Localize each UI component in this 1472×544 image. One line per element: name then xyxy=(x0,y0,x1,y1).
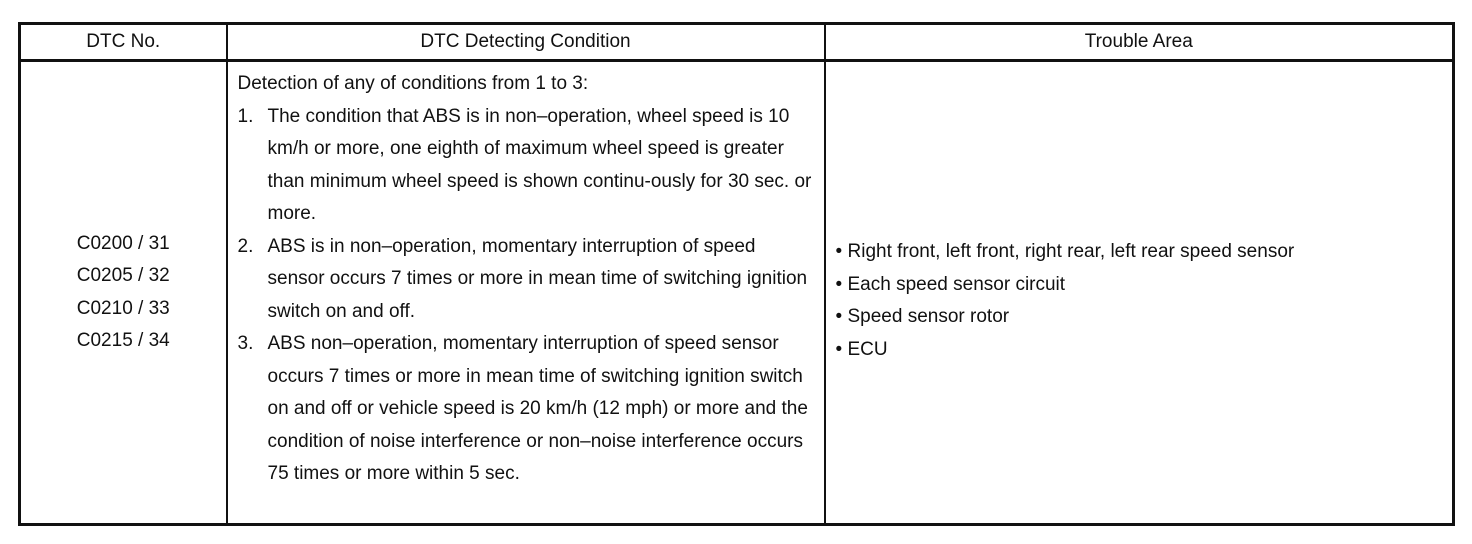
dtc-code: C0205 / 32 xyxy=(76,265,170,286)
condition-item xyxy=(238,231,818,329)
condition-text: ABS non–operation, momentary interruption of speed sensor occurs 7 times or more in mean time of switching ignition switch on and off or vehicle speed is 20 km/h (12 mph) or more and the condition of noise interference or non–noise interference occurs 75 times or more within 5 sec. xyxy=(267,333,808,484)
condition-text: The condition that ABS is in non–operation, wheel speed is 10 km/h or more, one eighth of maximum wheel speed is greater than minimum wheel speed is shown continu-ously for 30 sec. or more. xyxy=(267,105,812,224)
header-row xyxy=(20,24,1454,61)
detecting-condition-cell xyxy=(227,61,825,525)
dtc-code-cell xyxy=(20,61,227,525)
dtc-code: C0200 / 31 xyxy=(76,232,170,254)
condition-number: 2. xyxy=(237,235,254,257)
header-detecting-condition: DTC Detecting Condition xyxy=(227,24,825,61)
dtc-code: C0210 / 33 xyxy=(76,297,170,319)
condition-item xyxy=(238,101,818,231)
bullet-icon: • xyxy=(835,306,843,327)
dtc-table xyxy=(18,22,1455,526)
table-row xyxy=(20,61,1454,525)
trouble-area-text: Right front, left front, right rear, left rear speed sensor xyxy=(847,241,1295,262)
header-trouble-area: Trouble Area xyxy=(825,24,1454,61)
trouble-area-text: ECU xyxy=(847,338,888,360)
condition-number: 3. xyxy=(237,333,254,354)
bullet-icon: • xyxy=(835,273,843,295)
condition-text: ABS is in non–operation, momentary interruption of speed sensor occurs 7 times or more in mean time of switching ignition switch on and off. xyxy=(267,235,808,322)
trouble-area-text: Speed sensor rotor xyxy=(847,306,1010,327)
trouble-area-text: Each speed sensor circuit xyxy=(847,273,1066,295)
trouble-area-item xyxy=(836,269,1447,302)
condition-number: 1. xyxy=(237,105,254,127)
trouble-area-item xyxy=(836,334,1447,367)
bullet-icon: • xyxy=(835,241,843,262)
trouble-area-item xyxy=(836,236,1447,269)
trouble-area-item xyxy=(836,301,1447,334)
condition-intro: Detection of any of conditions from 1 to 3: xyxy=(237,73,589,94)
bullet-icon: • xyxy=(835,338,843,360)
condition-item xyxy=(238,328,818,491)
dtc-code: C0215 / 34 xyxy=(76,330,170,351)
trouble-area-cell xyxy=(825,61,1454,525)
header-dtc-no: DTC No. xyxy=(20,24,227,61)
